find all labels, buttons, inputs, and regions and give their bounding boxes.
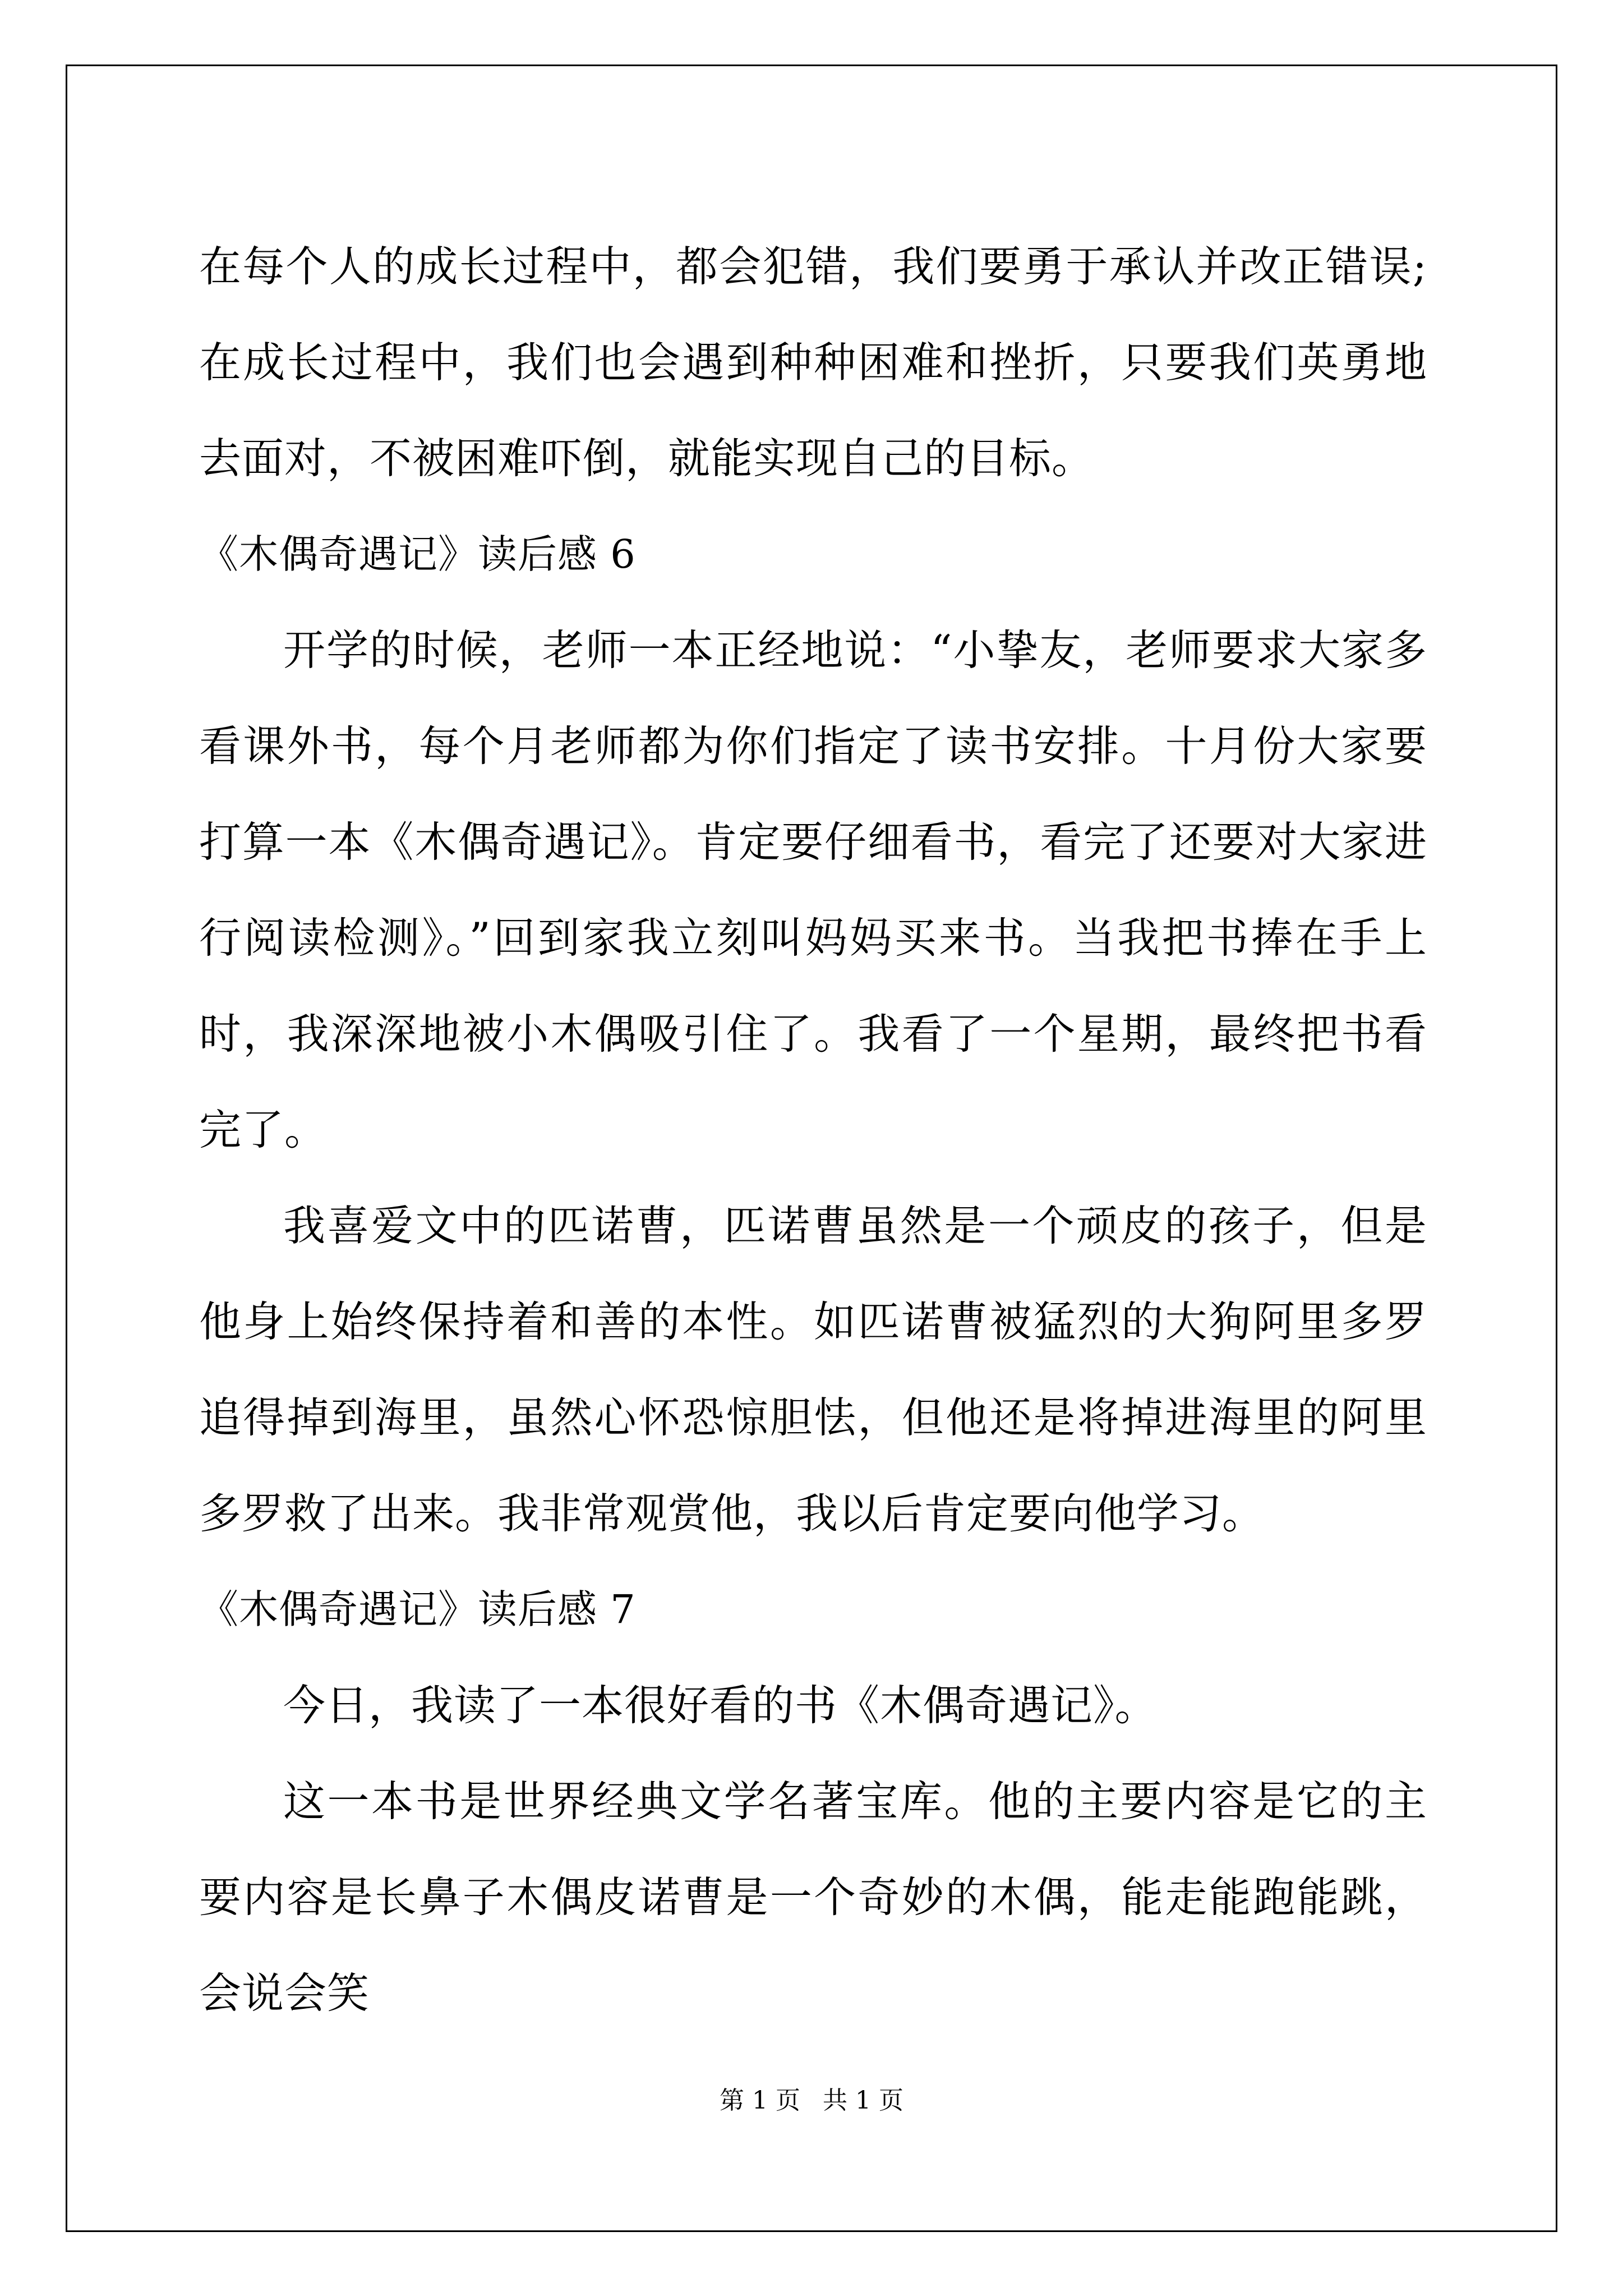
document-body — [199, 219, 1427, 2041]
paragraph: 开学的时候，老师一本正经地说：“小挚友，老师要求大家多看课外书，每个月老师都为你们指定了读书安排。十月份大家要打算一本《木偶奇遇记》。肯定要仔细看书，看完了还要对大家进行阅读检测》。”回到家我立刻叫妈妈买来书。当我把书捧在手上时，我深深地被小木偶吸引住了。我看了一个星期，最终把书看完了。 — [199, 625, 1427, 1154]
page-number: 第 1 页 — [720, 2086, 800, 2115]
section-heading: 《木偶奇遇记》读后感 6 — [199, 531, 636, 577]
paragraph: 在每个人的成长过程中，都会犯错，我们要勇于承认并改正错误;在成长过程中，我们也会遇到种种困难和挫折，只要我们英勇地去面对，不被困难吓倒，就能实现自己的目标。 — [199, 242, 1427, 483]
section-heading: 《木偶奇遇记》读后感 7 — [199, 1586, 636, 1632]
page-total: 共 1 页 — [823, 2086, 903, 2115]
paragraph: 我喜爱文中的匹诺曹，匹诺曹虽然是一个顽皮的孩子，但是他身上始终保持着和善的本性。如匹诺曹被猛烈的大狗阿里多罗追得掉到海里，虽然心怀恐惊胆怯，但他还是将掉进海里的阿里多罗救了出来。我非常观赏他，我以后肯定要向他学习。 — [199, 1201, 1427, 1538]
paragraph: 这一本书是世界经典文学名著宝库。他的主要内容是它的主要内容是长鼻子木偶皮诺曹是一个奇妙的木偶，能走能跑能跳，会说会笑 — [199, 1777, 1427, 2018]
page-footer — [0, 2084, 1623, 2118]
paragraph: 今日，我读了一本很好看的书《木偶奇遇记》。 — [283, 1681, 1158, 1730]
